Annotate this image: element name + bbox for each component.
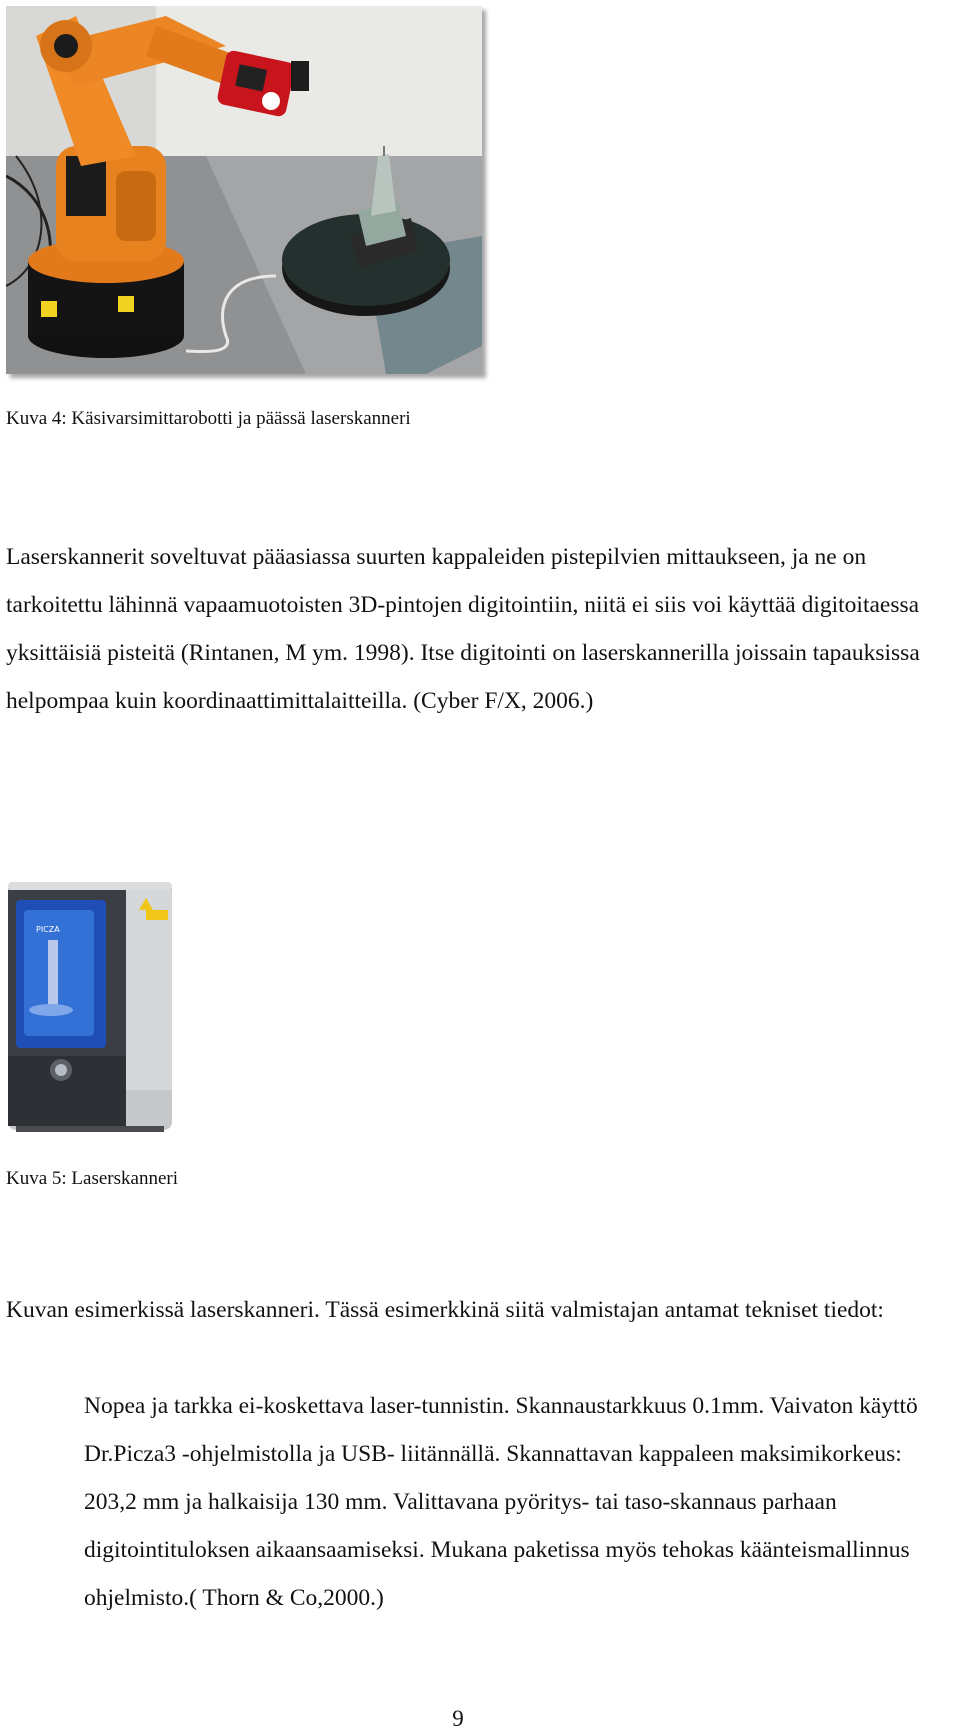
figure-4-caption: Kuva 4: Käsivarsimittarobotti ja päässä laserskanneri — [6, 408, 411, 429]
robot-arm-photo — [6, 6, 482, 374]
page-number: 9 — [452, 1706, 464, 1731]
laser-scanner-photo — [6, 880, 174, 1134]
specs-paragraph: Nopea ja tarkka ei-koskettava laser-tunnistin. Skannaustarkkuus 0.1mm. Vaivaton käyttö Dr.Picza3 -ohjelmistolla ja USB- liitännällä. Skannattavan kappaleen maksimikorkeus: 203,2 mm ja halkaisija 130 mm. Valittavana pyöritys- tai taso-skannaus parhaan digitointituloksen aikaansaamiseksi. Mukana paketissa myös tehokas käänteismallinnus ohjelmisto.( Thorn & Co,2000.) — [84, 1393, 918, 1611]
example-paragraph: Kuvan esimerkissä laserskanneri. Tässä esimerkkinä siitä valmistajan antamat tekniset tiedot: — [6, 1297, 884, 1323]
figure-5-caption: Kuva 5: Laserskanneri — [6, 1168, 178, 1189]
laser-scanner-illustration — [6, 880, 174, 1134]
device-brand-label: PICZA — [36, 925, 60, 934]
robot-arm-illustration — [6, 6, 482, 374]
intro-paragraph: Laserskannerit soveltuvat pääasiassa suurten kappaleiden pistepilvien mittaukseen, ja ne on tarkoitettu lähinnä vapaamuotoisten 3D-pintojen digitointiin, niitä ei siis voi käyttää digitoitaessa yksittäisiä pisteitä (Rintanen, M ym. 1998). Itse digitointi on laserskannerilla joissain tapauksissa helpompaa kuin koordinaattimittalaitteilla. (Cyber F/X, 2006.) — [6, 544, 920, 714]
